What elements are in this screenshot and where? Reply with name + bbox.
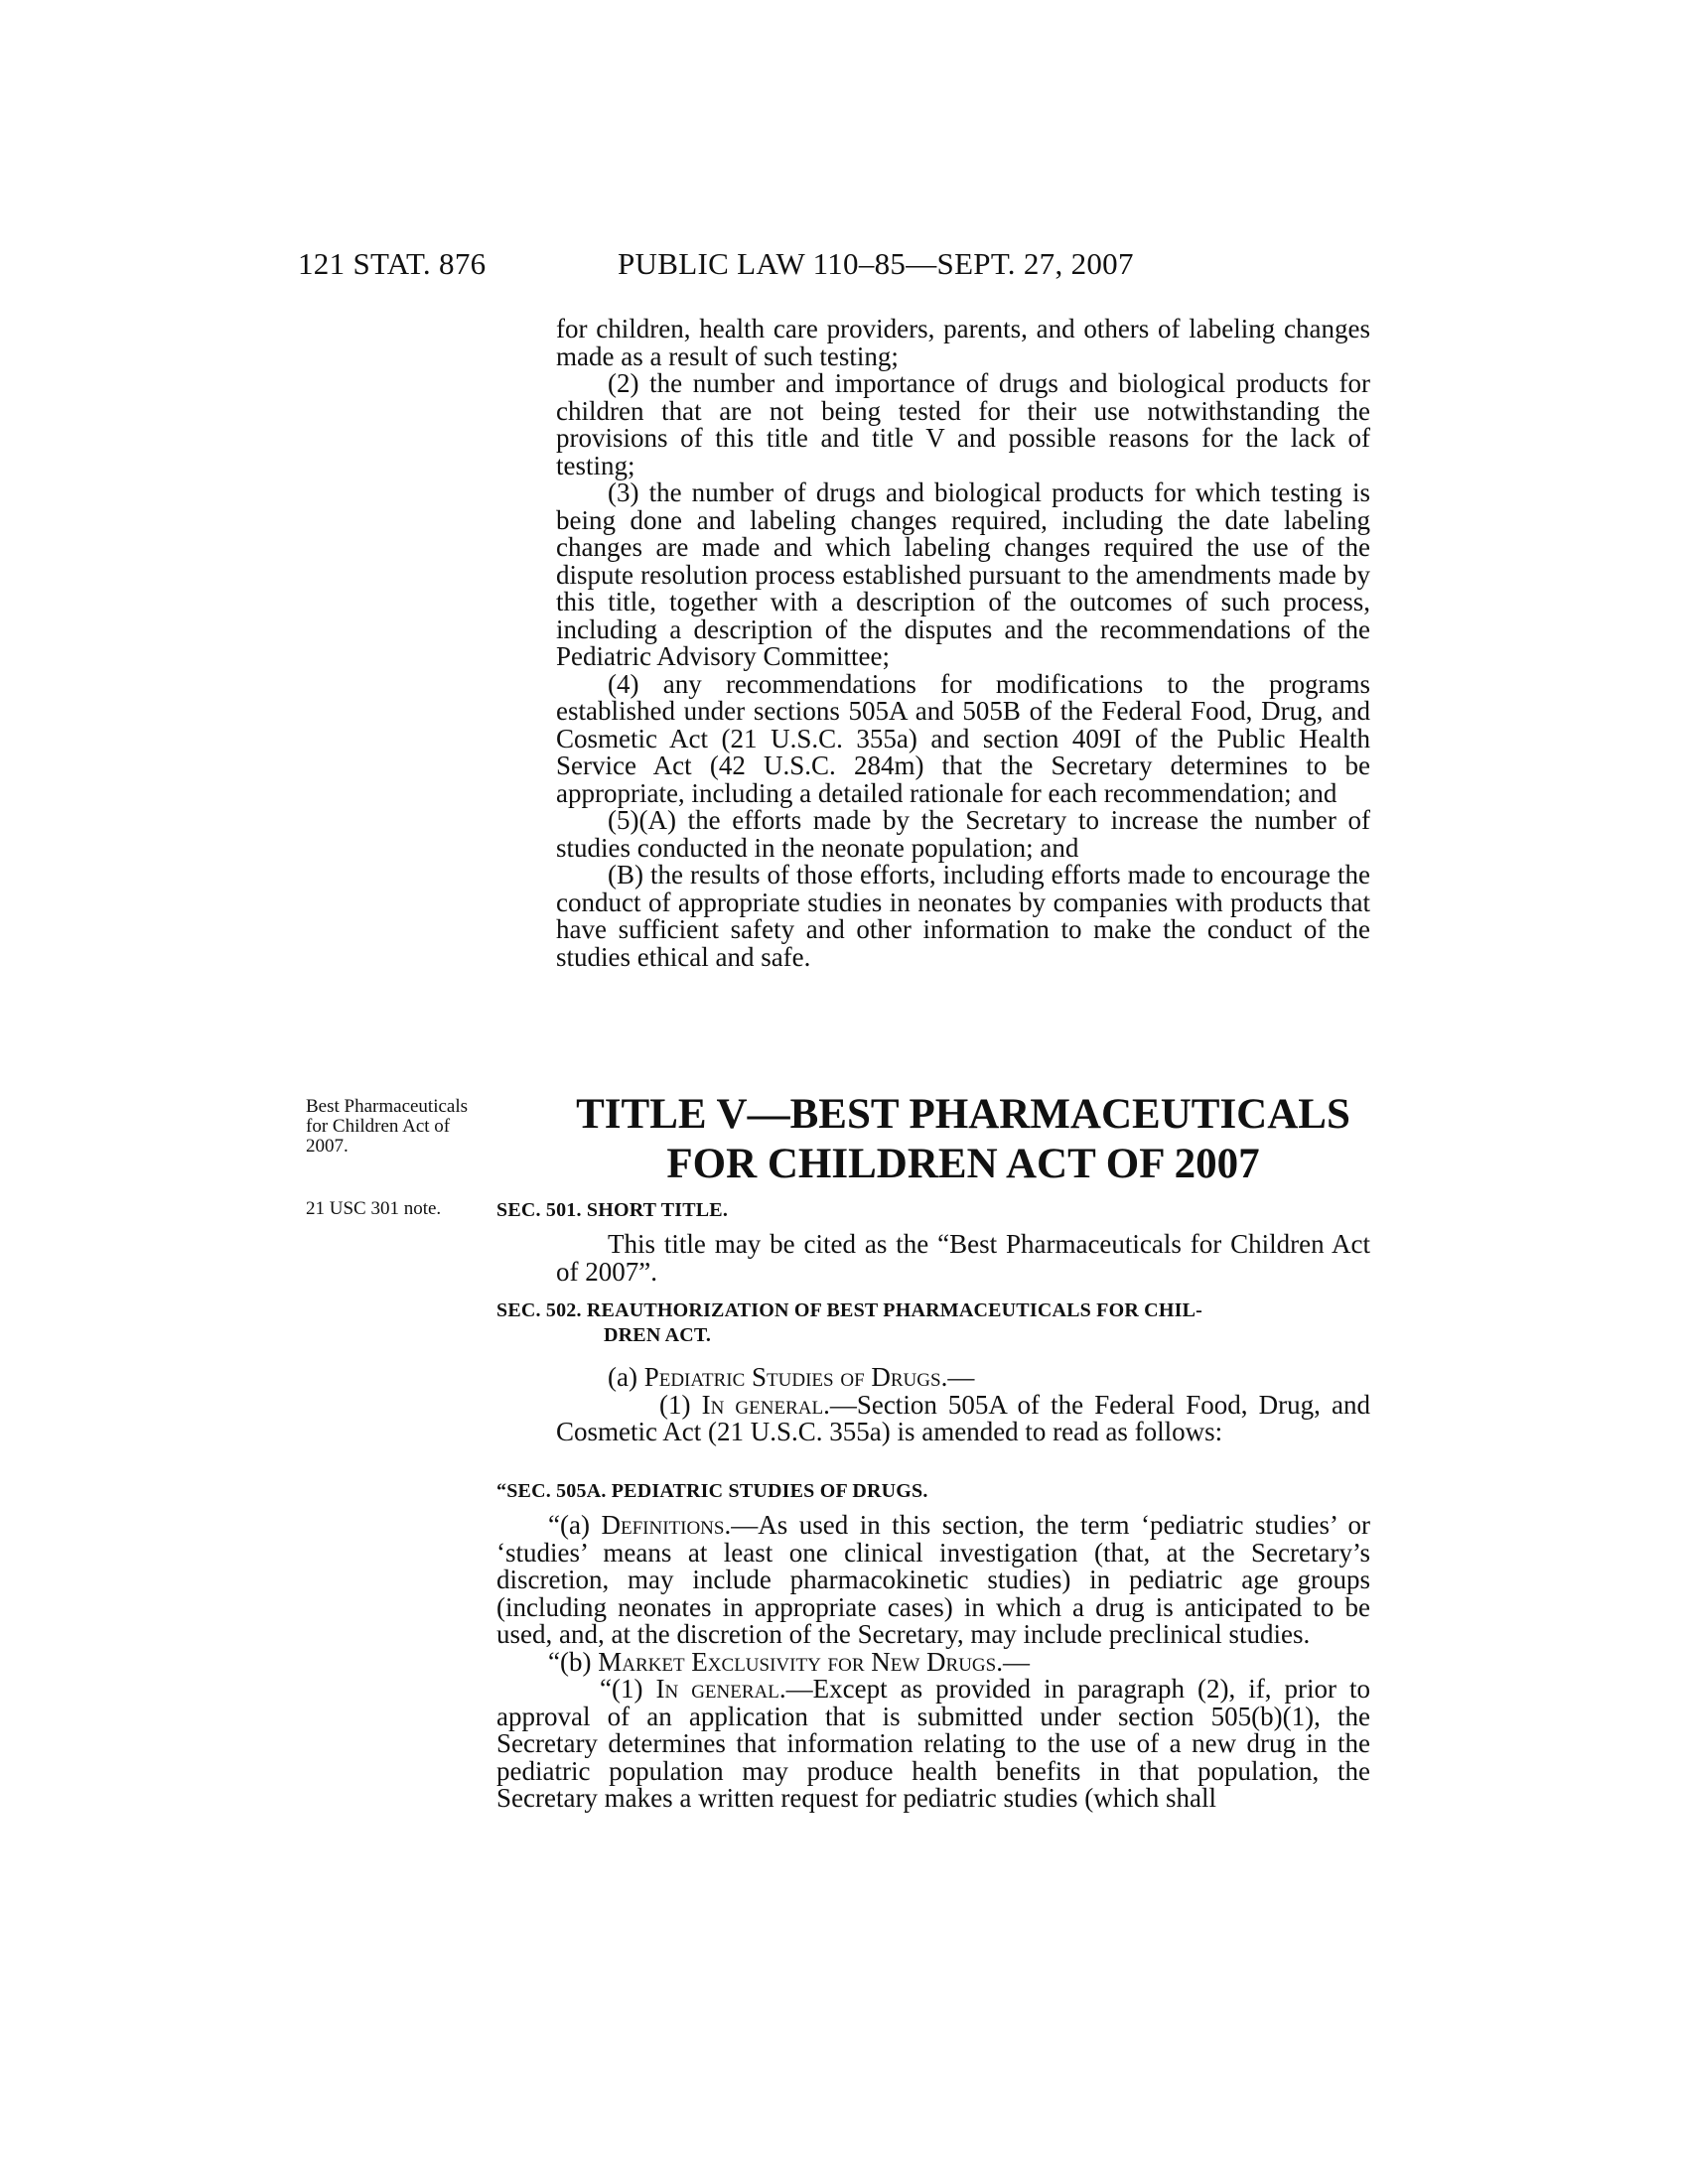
title-heading [496, 1090, 1430, 1189]
page-reference: 121 STAT. 876 [298, 246, 487, 281]
paragraph-3: (3) the number of drugs and biological products for which testing is being done and labeling changes required, including the date labeling changes are made and which labeling changes required the use of the dispute resolution process established pursuant to the amendments made by this title, together with a description of the outcomes of such process, including a description of the disputes and the recommendations of the Pediatric Advisory Committee; [556, 478, 1370, 671]
continuation-text-block [556, 316, 1370, 971]
subsection-a: (a) Pediatric Studies of Drugs.— [608, 1362, 975, 1392]
margin-note-usc: 21 USC 301 note. [306, 1198, 442, 1219]
section-502-heading-line-2: DREN ACT. [604, 1324, 712, 1346]
paragraph-4: (4) any recommendations for modifications to the programs established under sections 505A and 505B of the Federal Food, Drug, and Cosmetic Act (21 U.S.C. 355a) and section 409I of the Public Health Service Act (42 U.S.C. 284m) that the Secretary determines to be appropriate, including a detailed rationale for each recommendation; and [556, 668, 1370, 808]
section-502-heading [496, 1298, 1370, 1348]
section-502-heading-line-1: SEC. 502. REAUTHORIZATION OF BEST PHARMACEUTICALS FOR CHIL- [496, 1299, 1202, 1321]
margin-note-act-name: Best Pharmaceuticals for Children Act of 2007. [306, 1096, 469, 1157]
section-502-body-block [556, 1364, 1370, 1446]
subsection-505a-a: “(a) Definitions.—As used in this section, the term ‘pediatric studies’ or ‘studies’ means at least one clinical investigation (that, at the Secretary’s discretion, may include pharmacokinetic studies) in pediatric age groups (including neonates in appropriate cases) in which a drug is anticipated to be used, and, at the discretion of the Secretary, may include preclinical studies. [496, 1510, 1370, 1649]
paragraph-1: (1) In general.—Section 505A of the Federal Food, Drug, and Cosmetic Act (21 U.S.C. 355a) is amended to read as follows: [556, 1389, 1370, 1446]
paragraph-continued: for children, health care providers, parents, and others of labeling changes made as a result of such testing; [556, 314, 1370, 371]
subsection-a-caption: Pediatric Studies of Drugs [643, 1362, 941, 1392]
paragraph-5a: (5)(A) the efforts made by the Secretary to increase the number of studies conducted in the neonate population; and [556, 805, 1370, 863]
title-line-2: FOR CHILDREN ACT OF 2007 [666, 1141, 1260, 1187]
definitions-caption: Definitions [601, 1510, 725, 1540]
section-505a-heading: “SEC. 505A. PEDIATRIC STUDIES OF DRUGS. [496, 1480, 928, 1502]
paragraph-5b: (B) the results of those efforts, including efforts made to encourage the conduct of appropriate studies in neonates by companies with products that have sufficient safety and other information to make the conduct of the studies ethical and safe. [556, 860, 1370, 972]
section-501-heading: SEC. 501. SHORT TITLE. [496, 1199, 729, 1221]
section-505a-body-block [496, 1512, 1370, 1813]
section-501-body: This title may be cited as the “Best Pharmaceuticals for Children Act of 2007”. [556, 1229, 1370, 1287]
subsection-505a-b: “(b) Market Exclusivity for New Drugs.— [548, 1646, 1030, 1677]
paragraph-1-caption: In general [701, 1389, 824, 1420]
in-general-caption: In general [655, 1674, 779, 1704]
section-501-body-block [556, 1231, 1370, 1286]
market-exclusivity-caption: Market Exclusivity for New Drugs [598, 1646, 997, 1677]
subsection-505a-b1: “(1) In general.—Except as provided in paragraph (2), if, prior to approval of an application that is submitted under section 505(b)(1), the Secretary determines that information relating to the use of a new drug in the pediatric population may produce health benefits in that population, the Secretary makes a written request for pediatric studies (which shall [496, 1674, 1370, 1813]
running-head: PUBLIC LAW 110–85—SEPT. 27, 2007 [618, 246, 1134, 281]
paragraph-2: (2) the number and importance of drugs and biological products for children that are not being tested for their use notwithstanding the provisions of this title and title V and possible reasons for the lack of testing; [556, 368, 1370, 480]
title-line-1: TITLE V—BEST PHARMACEUTICALS [576, 1091, 1350, 1138]
page-header [0, 242, 1688, 286]
